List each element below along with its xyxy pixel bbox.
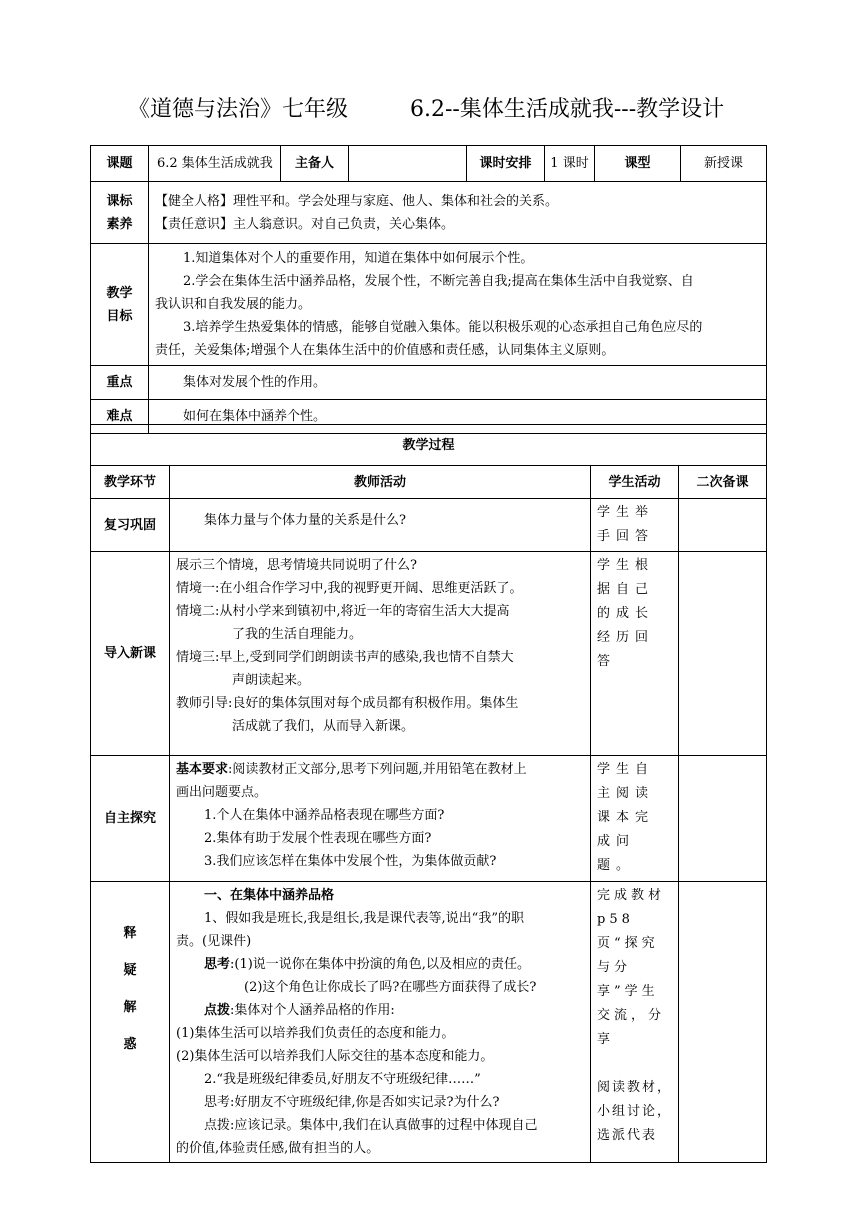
info-row-topic <box>91 146 767 182</box>
explain-second-prep <box>679 882 767 1163</box>
title-lesson: 6.2--集体生活成就我---教学设计 <box>410 97 725 122</box>
header-student: 学生活动 <box>591 466 679 499</box>
goals-label: 教学 目标 <box>91 244 149 366</box>
info-row-goals <box>91 244 767 366</box>
intro-teacher: 展示三个情境，思考情境共同说明了什么? 情境一:在小组合作学习中,我的视野更开阔、思维更活跃了。 情境二:从村小学来到镇初中,将近一年的寄宿生活大大提高 了我的生活自理能力。 情境三:早上,受到同学们朗朗读书声的感染,我也情不自禁大 声朗读起来。 教师引导:良好的集体氛围对每个成员都有积极作用。集体生 活成就了我们，从而导入新课。 <box>170 552 591 756</box>
info-row-literacy <box>91 182 767 244</box>
stage-self-study: 自主探究 <box>91 756 170 882</box>
header-stage: 教学环节 <box>91 466 170 499</box>
explain-row <box>91 882 767 1163</box>
document-title <box>0 88 860 128</box>
difficulty-label: 难点 <box>91 400 149 434</box>
intro-row <box>91 552 767 756</box>
lesson-info-table <box>90 145 767 434</box>
goal-line: 1.知道集体对个人的重要作用，知道在集体中如何展示个性。 <box>183 251 534 266</box>
header-second-prep: 二次备课 <box>679 466 767 499</box>
difficulty-value: 如何在集体中涵养个性。 <box>149 400 767 434</box>
process-header-row <box>91 466 767 499</box>
goal-line: 责任，关爱集体;增强个人在集体生活中的价值感和责任感，认同集体主义原则。 <box>155 343 615 358</box>
hours-label: 课时安排 <box>467 146 545 182</box>
intro-second-prep <box>679 552 767 756</box>
review-row <box>91 499 767 552</box>
key-label: 重点 <box>91 366 149 400</box>
explain-student: 完成教材p58页“探究与分享”学生交流，分享 阅读教材，小组讨论，选派代表 <box>591 882 679 1163</box>
preparer-value <box>349 146 467 182</box>
key-value: 集体对发展个性的作用。 <box>149 366 767 400</box>
process-title-row <box>91 425 767 466</box>
literacy-line: 【责任意识】主人翁意识。对自己负责，关心集体。 <box>155 216 455 232</box>
topic-label: 课题 <box>91 146 149 182</box>
hours-value: 1 课时 <box>545 146 595 182</box>
preparer-label: 主备人 <box>281 146 349 182</box>
goal-line: 我认识和自我发展的能力。 <box>155 297 312 312</box>
topic-value: 6.2 集体生活成就我 <box>149 146 281 182</box>
review-second-prep <box>679 499 767 552</box>
stage-review: 复习巩固 <box>91 499 170 552</box>
intro-student: 学生根据自己的成长经历回答 <box>591 552 679 756</box>
title-course: 《道德与法治》七年级 <box>128 97 349 122</box>
review-teacher: 集体力量与个体力量的关系是什么? <box>170 499 591 552</box>
stage-explain: 释 疑 解 惑 <box>91 882 170 1163</box>
explain-teacher: 一、在集体中涵养品格 1、假如我是班长,我是组长,我是课代表等,说出“我”的职 责。(见课件) 思考:(1)说一说你在集体中扮演的角色,以及相应的责任。 (2)这个角色让你成长了吗?在哪些方面获得了成长? 点拨:集体对个人涵养品格的作用: (1)集体生活可以培养我们负责任的态度和能力。 (2)集体生活可以培养我们人际交往的基本态度和能力。 2.“我是班级纪律委员,好朋友不守班级纪律……” 思考:好朋友不守班级纪律,你是否如实记录?为什么? 点拨:应该记录。集体中,我们在认真做事的过程中体现自己 的价值,体验责任感,做有担当的人。 <box>170 882 591 1163</box>
goal-line: 2.学会在集体生活中涵养品格，发展个性，不断完善自我;提高在集体生活中自我觉察、自 <box>183 274 694 289</box>
literacy-line: 【健全人格】理性平和。学会处理与家庭、他人、集体和社会的关系。 <box>155 193 559 209</box>
stage-intro: 导入新课 <box>91 552 170 756</box>
header-teacher: 教师活动 <box>170 466 591 499</box>
self-study-teacher: 基本要求:阅读教材正文部分,思考下列问题,并用铅笔在教材上 画出问题要点。 1.个人在集体中涵养品格表现在哪些方面? 2.集体有助于发展个性表现在哪些方面? 3.我们应该怎样在集体中发展个性，为集体做贡献? <box>170 756 591 882</box>
teaching-process-table <box>90 424 767 1163</box>
process-title: 教学过程 <box>91 425 767 466</box>
self-study-second-prep <box>679 756 767 882</box>
info-row-key <box>91 366 767 400</box>
type-value: 新授课 <box>681 146 767 182</box>
goal-line: 3.培养学生热爱集体的情感，能够自觉融入集体。能以积极乐观的心态承担自己角色应尽的 <box>183 320 703 335</box>
type-label: 课型 <box>595 146 681 182</box>
review-student: 学生举手回答 <box>591 499 679 552</box>
literacy-content <box>149 182 767 244</box>
goals-content <box>149 244 767 366</box>
self-study-row <box>91 756 767 882</box>
literacy-label: 课标 素养 <box>91 182 149 244</box>
self-study-student: 学生自主阅读课本完成问题。 <box>591 756 679 882</box>
